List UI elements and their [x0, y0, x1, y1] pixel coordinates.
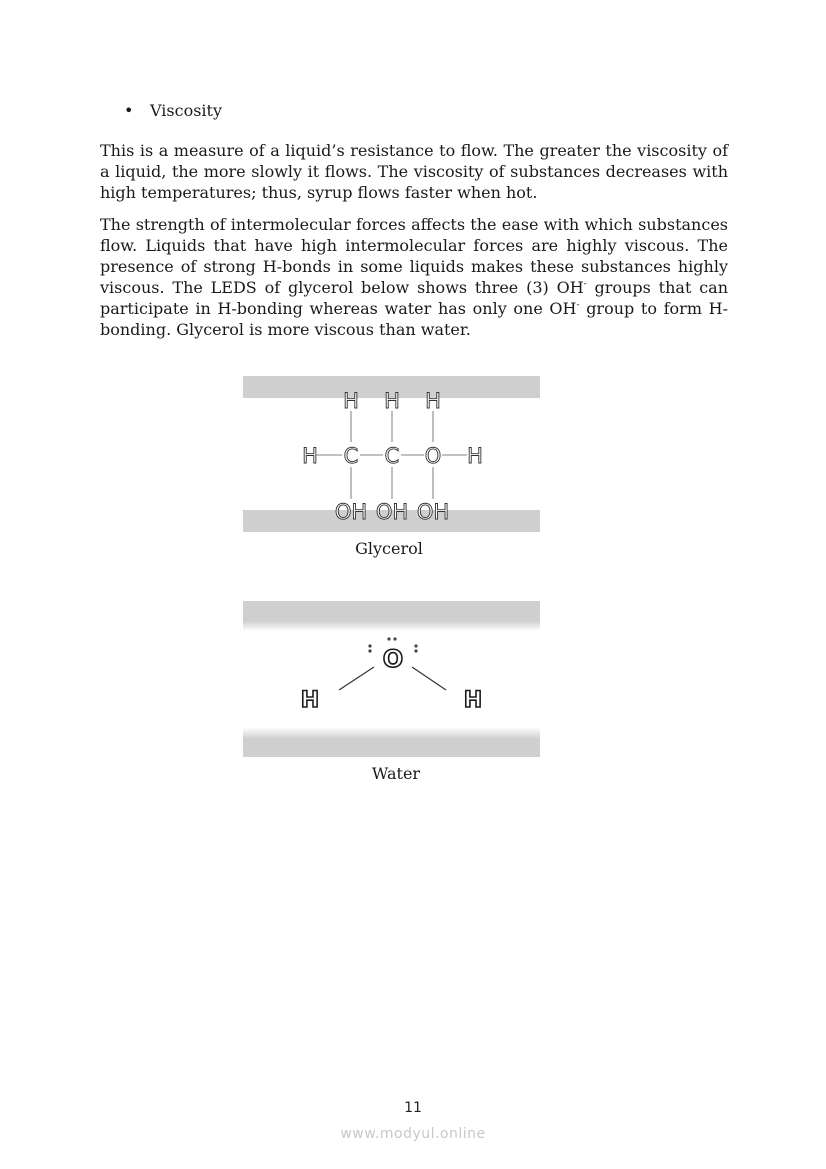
paragraph2-part2: groups that can participate in H-bonding whereas water has only one OH	[100, 278, 729, 318]
water-center-atom: O	[382, 645, 404, 673]
glycerol-middle-atom-5: H	[467, 444, 483, 468]
glycerol-bottom-group-2: OH	[375, 500, 409, 524]
glycerol-middle-atom-2: C	[343, 444, 359, 468]
figure-band-bottom	[243, 739, 540, 757]
glycerol-bottom-group-3: OH	[416, 500, 450, 524]
paragraph-viscosity-definition: This is a measure of a liquid’s resistance to flow. The greater the viscosity of a liquid, the more slowly it flows. The viscosity of substances decreases with high temperatures; thus, syrup flows faster when hot.	[100, 141, 728, 202]
glycerol-bottom-group-1: OH	[334, 500, 368, 524]
bullet-symbol: •	[124, 101, 134, 120]
glycerol-caption: Glycerol	[355, 539, 423, 558]
glycerol-structure-figure	[243, 376, 540, 532]
paragraph2-part3: group to form H-bonding. Glycerol is more viscous than water.	[100, 299, 728, 339]
glycerol-middle-atom-3: C	[384, 444, 400, 468]
glycerol-middle-atom-4: O	[424, 444, 442, 468]
glycerol-top-atom-1: H	[343, 389, 359, 413]
paragraph-intermolecular-forces	[100, 214, 728, 340]
figure-band-top	[243, 601, 540, 621]
figure-band-bottom-fade	[243, 727, 540, 739]
page-number: 11	[404, 1100, 422, 1116]
superscript-minus-1: -	[583, 279, 587, 290]
glycerol-top-atom-3: H	[425, 389, 441, 413]
water-caption: Water	[371, 764, 421, 783]
figure-band-top-fade	[243, 621, 540, 631]
superscript-minus-2: -	[576, 300, 580, 311]
watermark: www.modyul.online	[340, 1126, 486, 1142]
water-side-atom-left: H	[300, 688, 320, 713]
bullet-heading	[124, 101, 222, 121]
bullet-label: Viscosity	[150, 101, 222, 120]
glycerol-middle-atom-1: H	[302, 444, 318, 468]
water-structure-figure	[243, 601, 540, 757]
glycerol-top-atom-2: H	[384, 389, 400, 413]
paragraph2-part1: The strength of intermolecular forces affects the ease with which substances flow. Liquids that have high intermolecular forces are highly viscous. The presence of strong H-bonds in some liquids makes these substances highly viscous. The LEDS of glycerol below shows three (3) OH	[100, 215, 728, 297]
water-side-atom-right: H	[463, 688, 483, 713]
